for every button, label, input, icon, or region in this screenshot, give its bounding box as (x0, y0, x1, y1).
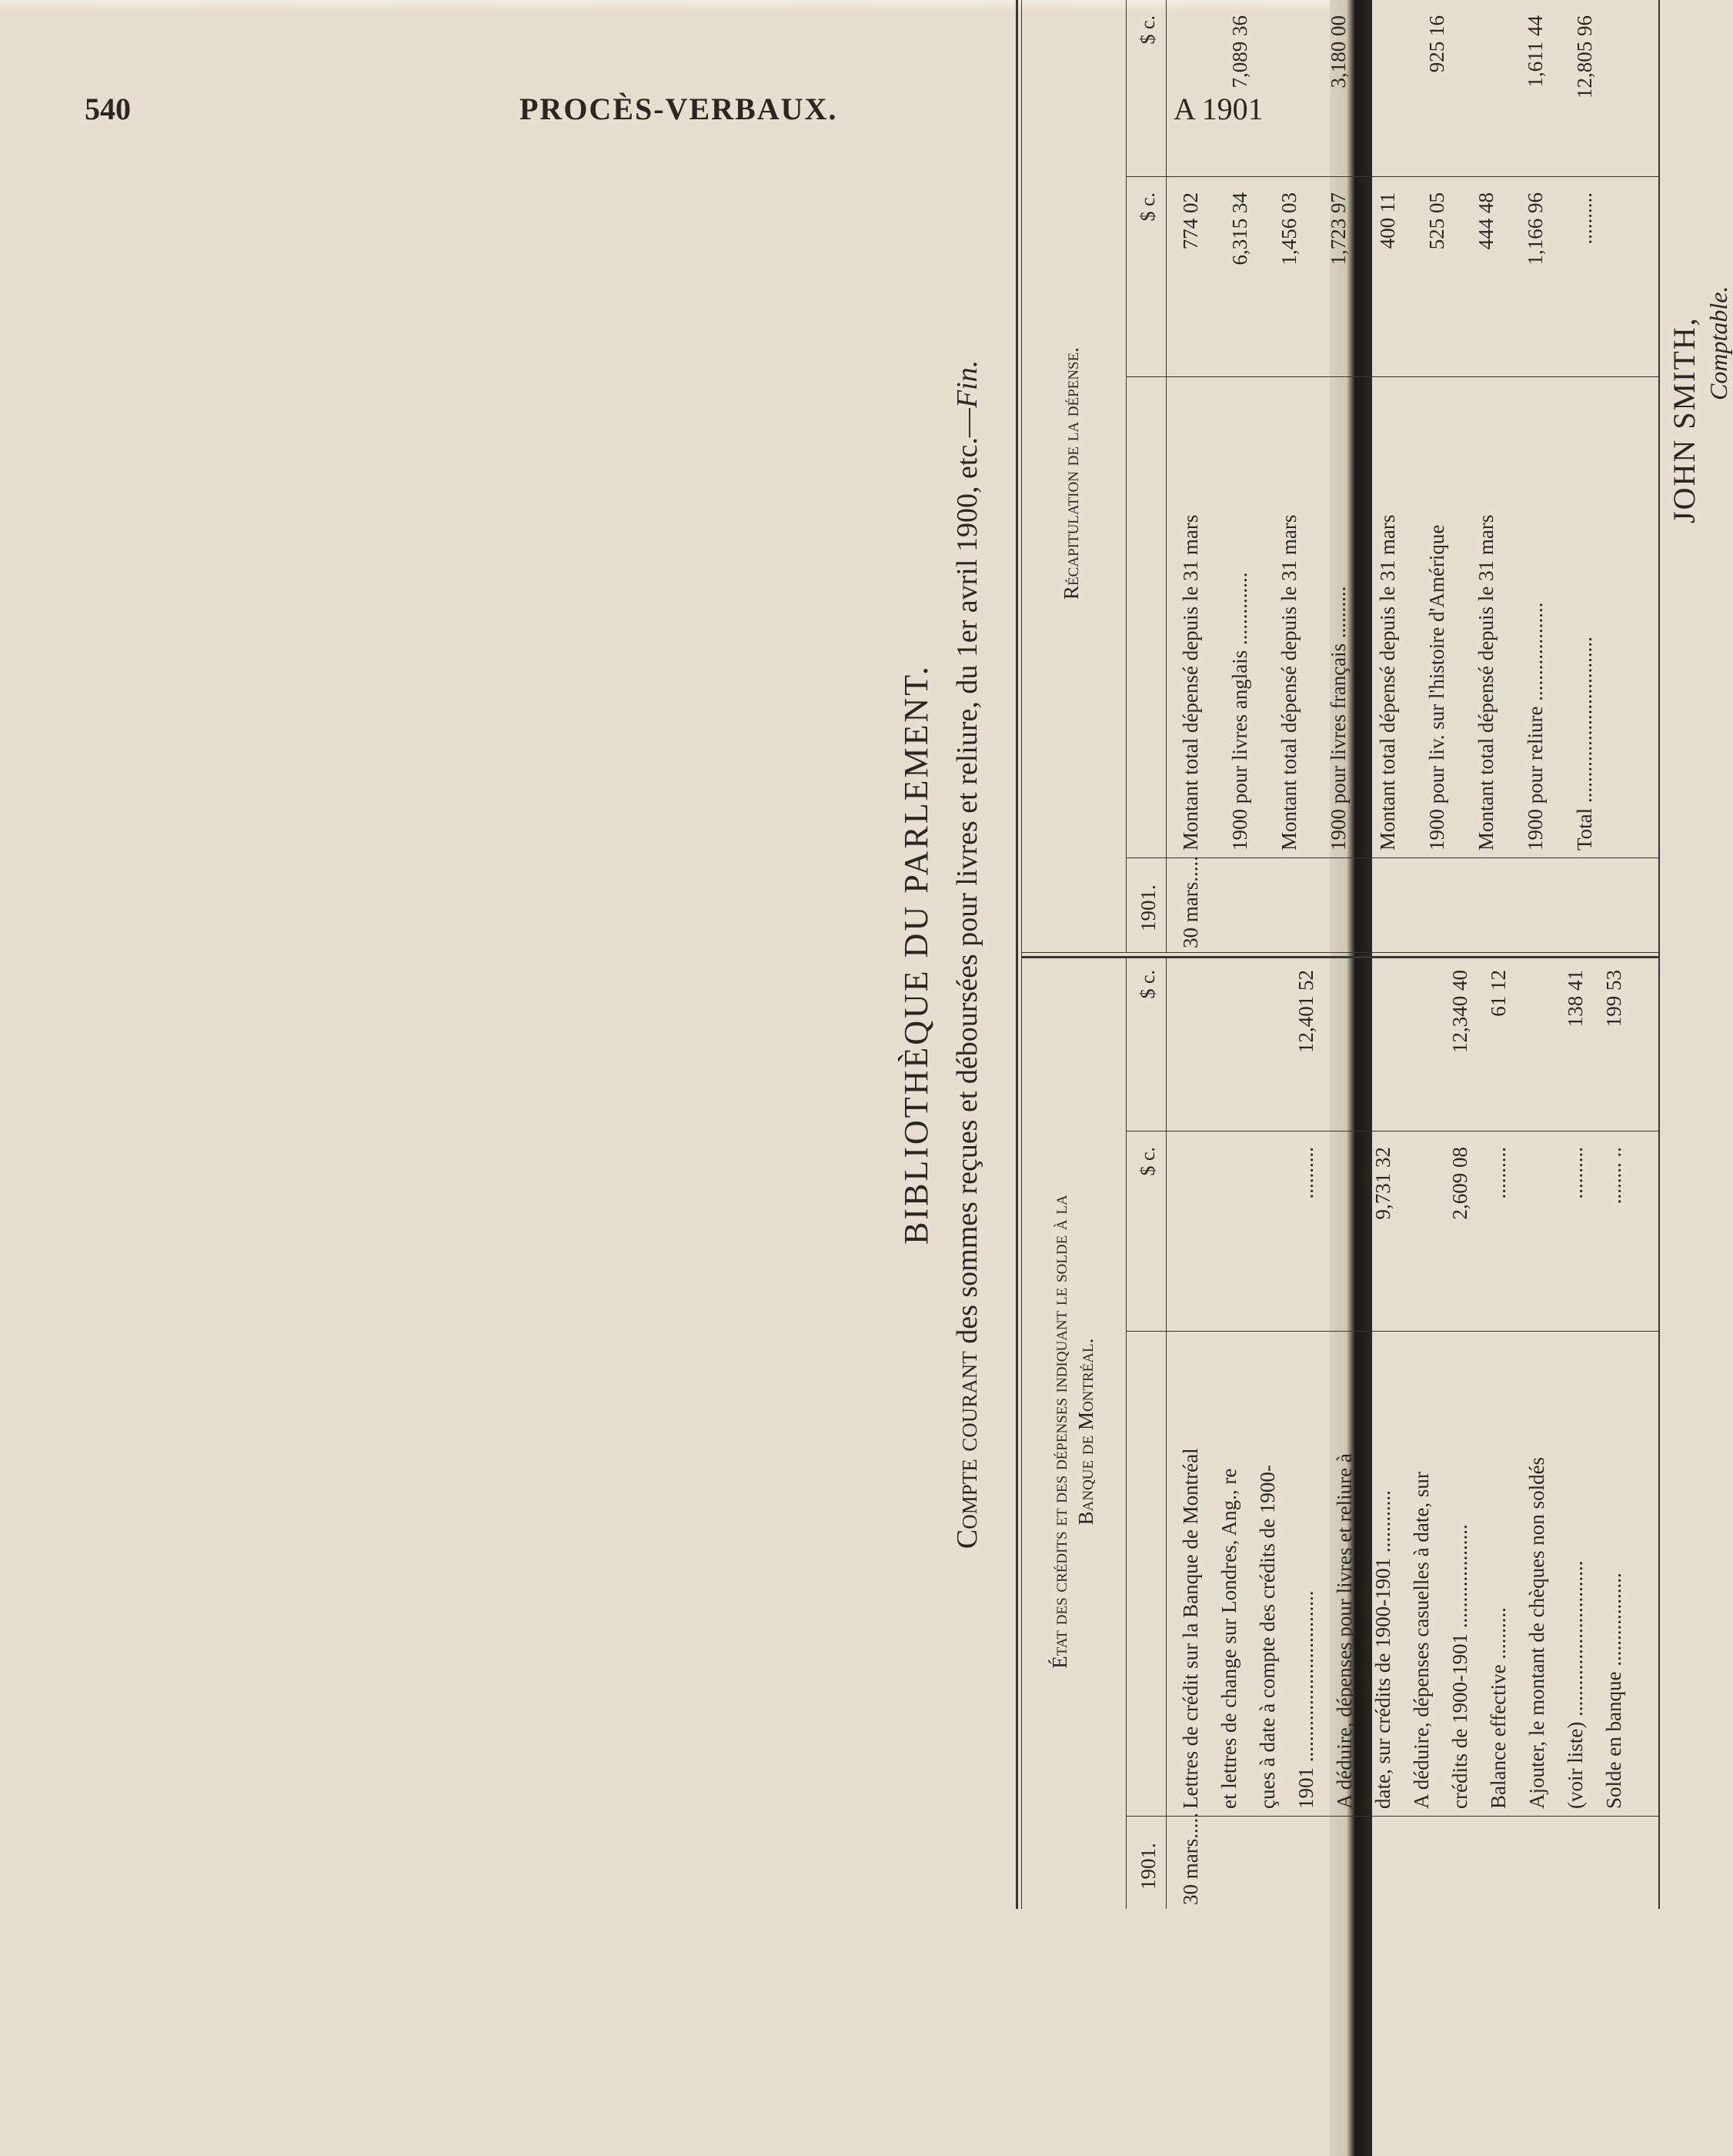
right-col1-header: $ c. (1137, 192, 1159, 222)
left-row-amount-1: 9,731 32 (1371, 1147, 1394, 1220)
left-table-heading (1047, 970, 1099, 1894)
right-row-text: 1900 pour livres français .......... (1327, 586, 1350, 851)
session-year: A 1901 (1174, 92, 1264, 126)
right-head-rule (1126, 0, 1127, 952)
signature-name: JOHN SMITH, (1667, 316, 1701, 523)
right-col2-header: $ c. (1137, 15, 1159, 45)
right-col-rule-3 (1126, 176, 1658, 177)
right-row-amount-1: 525 05 (1425, 192, 1448, 250)
signature-title: Comptable. (1705, 286, 1732, 400)
center-divider (1022, 956, 1658, 958)
left-row-text: Ajouter, le montant de chèques non soldés (1525, 1456, 1548, 1809)
left-col-rule-1 (1126, 1816, 1658, 1817)
left-row-text: et lettres de change sur Londres, Ang., re (1217, 1468, 1240, 1809)
left-row-text: date, sur crédits de 1900-1901 ............ (1371, 1490, 1394, 1809)
rotated-table-block (835, 0, 1732, 1924)
right-table-heading: Récapitulation de la dépense. (1060, 347, 1083, 600)
left-row-text: (voir liste) .............................. (1564, 1560, 1587, 1809)
right-row-amount-1: 1,456 03 (1277, 192, 1301, 266)
left-row-amount-1: ........ .. (1602, 1147, 1625, 1205)
right-row-amount-1: 400 11 (1376, 192, 1399, 249)
left-row-text: Lettres de crédit sur la Banque de Montréal (1179, 1448, 1202, 1809)
left-row-text: çues à date à compte des crédits de 1900- (1256, 1465, 1279, 1809)
right-row-amount-2: 1,611 44 (1524, 15, 1547, 88)
left-row-text: A déduire, dépenses pour livres et reliure à (1333, 1453, 1356, 1809)
left-row-text: 1901 ................................. (1294, 1590, 1317, 1809)
left-row-amount-2: 12,340 40 (1448, 970, 1471, 1053)
left-row-text: Solde en banque .................. (1602, 1573, 1625, 1809)
right-row-text: Montant total dépensé depuis le 31 mars (1474, 514, 1498, 851)
right-row-text: Montant total dépensé depuis le 31 mars (1376, 514, 1399, 851)
right-row-amount-2: 925 16 (1425, 15, 1448, 73)
right-row-amount-1: .......... (1573, 192, 1596, 245)
subtitle-italic: Fin. (951, 359, 983, 409)
right-row-text: 1900 pour liv. sur l'histoire d'Amérique (1425, 524, 1448, 851)
left-row-text: Balance effective .......... (1487, 1607, 1510, 1809)
left-row-text: crédits de 1900-1901 .................... (1448, 1524, 1471, 1809)
left-col-rule-2 (1126, 1331, 1658, 1332)
left-head-rule (1126, 958, 1127, 1909)
right-row-amount-1: 1,723 97 (1327, 192, 1350, 266)
left-sub-rule (1166, 958, 1167, 1909)
left-col1-header: $ c. (1137, 1147, 1159, 1176)
document-title: BIBLIOTHÈQUE DU PARLEMENT. (897, 664, 935, 1245)
right-row-text: Montant total dépensé depuis le 31 mars (1179, 514, 1202, 851)
left-row-amount-2: 138 41 (1564, 970, 1587, 1028)
bottom-rule (1658, 0, 1660, 1909)
left-row-amount-1: .......... (1564, 1147, 1587, 1199)
right-row-text: 1900 pour livres anglais .............. (1228, 572, 1251, 851)
right-row-amount-1: 6,315 34 (1228, 192, 1251, 266)
right-row-amount-2: 3,180 00 (1327, 15, 1350, 89)
subtitle-text: des sommes reçues et déboursées pour livres et reliure, du 1er avril 1900, etc.— (951, 408, 983, 1352)
subtitle-smallcaps: Compte courant (951, 1351, 983, 1549)
left-row-amount-2: 12,401 52 (1294, 970, 1317, 1053)
right-row-amount-1: 444 48 (1474, 192, 1498, 250)
running-title: PROCÈS-VERBAUX. (519, 92, 838, 126)
right-row-amount-1: 774 02 (1179, 192, 1202, 250)
left-heading-line1: État des crédits et des dépenses indiquant le solde à la (1048, 1195, 1071, 1669)
page-number: 540 (85, 92, 131, 126)
left-row-text: A déduire, dépenses casuelles à date, sur (1410, 1472, 1433, 1809)
top-rule-thin (1021, 0, 1022, 1909)
right-sub-rule (1166, 0, 1167, 952)
right-col-rule-2 (1126, 376, 1658, 377)
right-date: 30 mars..... (1179, 856, 1202, 948)
right-col-rule-1 (1126, 857, 1658, 858)
left-heading-line2: Banque de Montréal. (1074, 1338, 1097, 1526)
center-divider-thin (1022, 952, 1658, 953)
left-date: 30 mars..... (1179, 1813, 1202, 1905)
left-col2-header: $ c. (1137, 970, 1159, 999)
left-year: 1901. (1137, 1843, 1160, 1890)
right-row-text: Montant total dépensé depuis le 31 mars (1277, 514, 1301, 851)
right-year: 1901. (1137, 884, 1160, 931)
top-rule (1016, 0, 1018, 1909)
left-row-amount-1: 2,609 08 (1448, 1147, 1471, 1220)
left-row-amount-2: 61 12 (1487, 970, 1510, 1017)
right-row-text: 1900 pour reliure ................... (1524, 602, 1547, 851)
right-row-amount-2: 7,089 36 (1228, 15, 1251, 89)
left-row-amount-2: 199 53 (1602, 970, 1625, 1028)
right-row-amount-2: 12,805 96 (1573, 15, 1596, 99)
document-subtitle (950, 0, 984, 1924)
right-row-amount-1: 1,166 96 (1524, 192, 1547, 266)
left-row-amount-1: .......... (1294, 1147, 1317, 1199)
left-row-amount-1: .......... (1487, 1147, 1510, 1199)
right-row-text: Total ................................ (1573, 637, 1596, 851)
